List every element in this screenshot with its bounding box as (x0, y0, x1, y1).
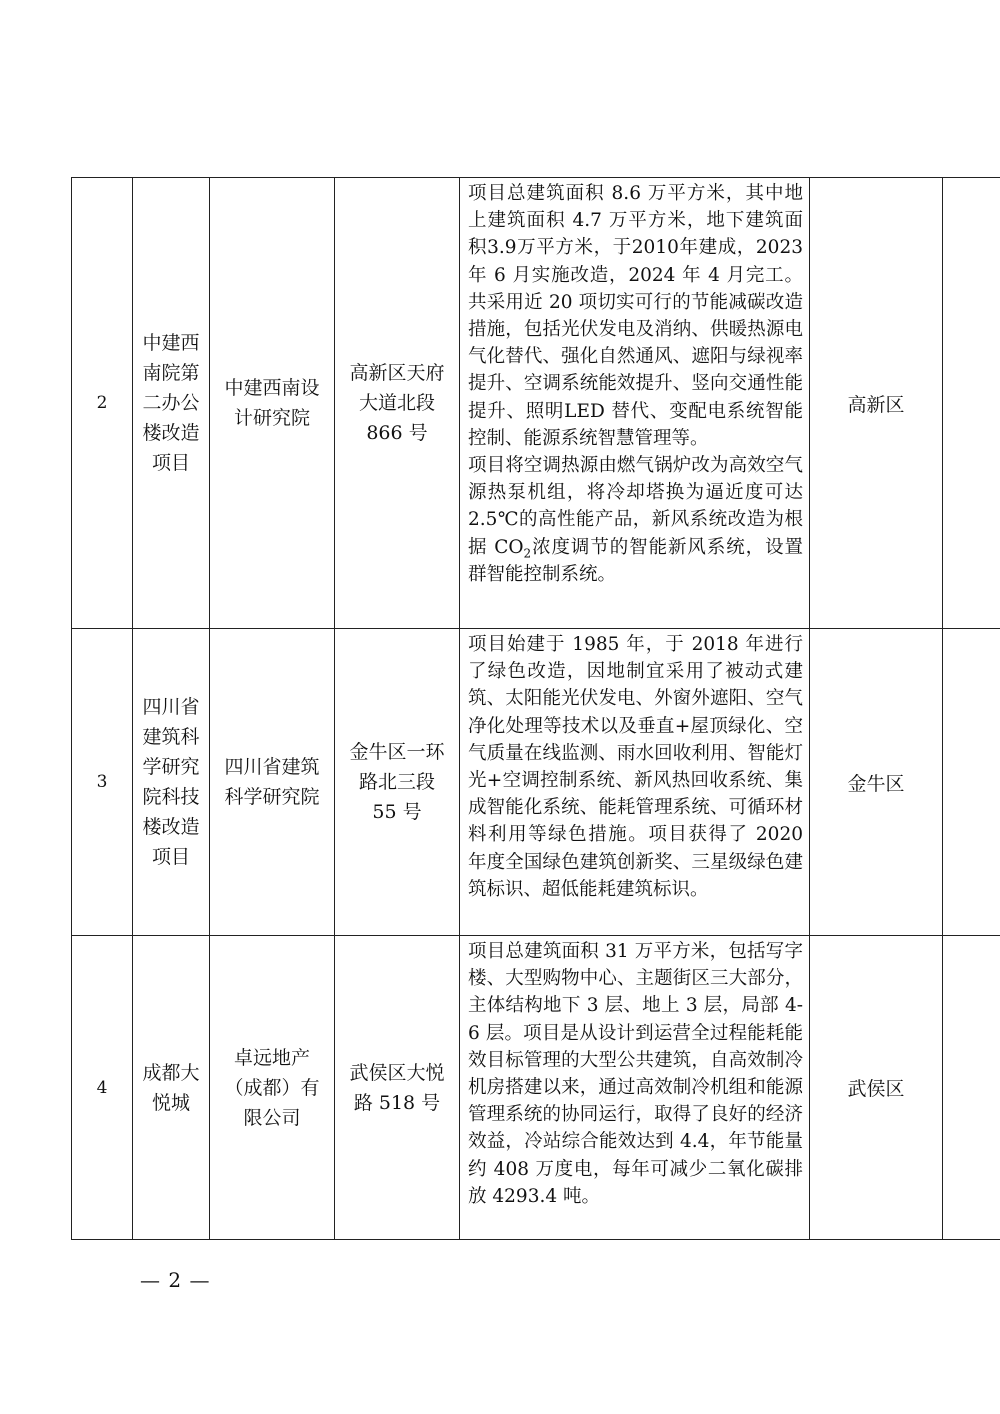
table-row (72, 629, 1000, 936)
page-number: — 2 — (140, 1268, 211, 1292)
table-row (72, 936, 1000, 1240)
description-paragraph: 项目总建筑面积 8.6 万平方米，其中地上建筑面积 4.7 万平方米，地下建筑面积3.9万平方米，于2010年建成，2023 年 6 月实施改造，2024 年 4 月完工。共采用近 20 项切实可行的节能减碳改造措施，包括光伏发电及消纳、供暖热源电气化替代、强化自然通风、遮阳与绿视率提升、空调系统能效提升、竖向交通性能提升、照明LED 替代、变配电系统智能控制、能源系统智慧管理等。 (468, 183, 803, 449)
project-description (460, 629, 810, 936)
project-description (460, 178, 810, 629)
organization: 四川省建筑科学研究院 (210, 629, 335, 936)
empty-cell (943, 629, 1000, 936)
project-name: 中建西南院第二办公楼改造项目 (133, 178, 210, 629)
description-paragraph (468, 452, 803, 588)
row-index: 4 (72, 936, 133, 1240)
project-description (460, 936, 810, 1240)
address: 武侯区大悦路 518 号 (335, 936, 460, 1240)
project-table (71, 177, 1000, 1240)
empty-cell (943, 936, 1000, 1240)
district: 高新区 (810, 178, 943, 629)
project-table-container (71, 177, 940, 1240)
project-name: 成都大悦城 (133, 936, 210, 1240)
district: 武侯区 (810, 936, 943, 1240)
district: 金牛区 (810, 629, 943, 936)
row-index: 2 (72, 178, 133, 629)
address: 高新区天府大道北段 866 号 (335, 178, 460, 629)
project-name: 四川省建筑科学研究院科技楼改造项目 (133, 629, 210, 936)
description-paragraph: 项目总建筑面积 31 万平方米，包括写字楼、大型购物中心、主题街区三大部分，主体结构地下 3 层、地上 3 层，局部 4-6 层。项目是从设计到运营全过程能耗能效目标管理的大型公共建筑，自高效制冷机房搭建以来，通过高效制冷机组和能源管理系统的协同运行，取得了良好的经济效益，冷站综合能效达到 4.4，年节能量约 408 万度电，每年可减少二氧化碳排放 4293.4 吨。 (468, 941, 803, 1207)
subscript-text: 2 (523, 546, 532, 561)
row-index: 3 (72, 629, 133, 936)
organization: 中建西南设计研究院 (210, 178, 335, 629)
description-text: 浓度调节的智能新风系统，设置群智能控制系统。 (468, 536, 803, 585)
organization: 卓远地产（成都）有限公司 (210, 936, 335, 1240)
description-text: 项目将空调热源由燃气锅炉改为高效空气源热泵机组，将冷却塔换为逼近度可达 2.5℃的高性能产品，新风系统改造为根据 CO (468, 455, 803, 558)
table-row (72, 178, 1000, 629)
address: 金牛区一环路北三段 55 号 (335, 629, 460, 936)
description-paragraph: 项目始建于 1985 年，于 2018 年进行了绿色改造，因地制宜采用了被动式建筑、太阳能光伏发电、外窗外遮阳、空气净化处理等技术以及垂直+屋顶绿化、空气质量在线监测、雨水回收利用、智能灯光+空调控制系统、新风热回收系统、集成智能化系统、能耗管理系统、可循环材料利用等绿色措施。项目获得了 2020 年度全国绿色建筑创新奖、三星级绿色建筑标识、超低能耗建筑标识。 (468, 634, 803, 900)
empty-cell (943, 178, 1000, 629)
